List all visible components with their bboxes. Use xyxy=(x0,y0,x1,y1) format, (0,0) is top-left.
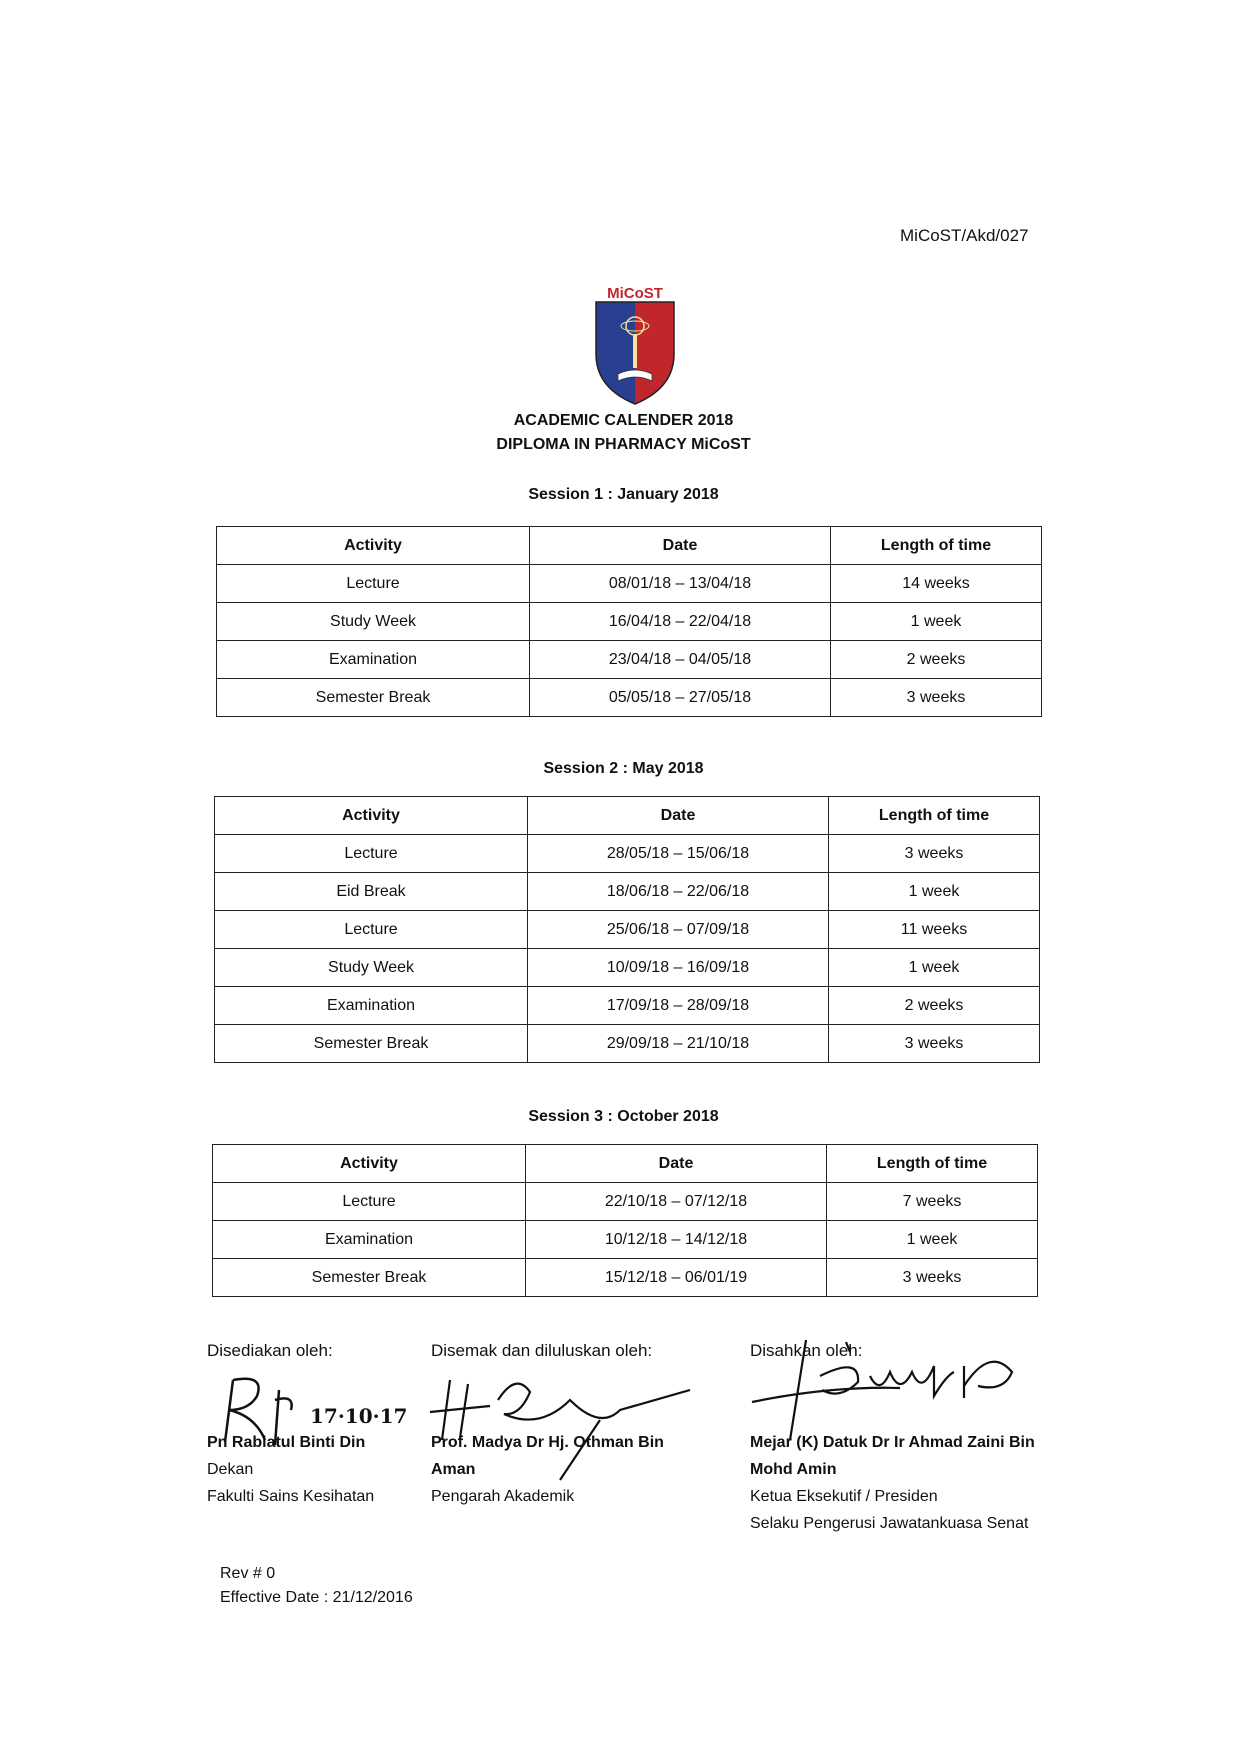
activity-cell: Semester Break xyxy=(215,1025,528,1063)
table-row xyxy=(213,1183,1038,1221)
date-cell: 25/06/18 – 07/09/18 xyxy=(528,911,829,949)
date-cell: 05/05/18 – 27/05/18 xyxy=(530,679,831,717)
date-cell: 23/04/18 – 04/05/18 xyxy=(530,641,831,679)
table-row xyxy=(217,679,1042,717)
signatory-name-cont: Aman xyxy=(431,1461,476,1478)
length-cell: 11 weeks xyxy=(829,911,1040,949)
session-2-title: Session 2 : May 2018 xyxy=(543,760,704,777)
date-cell: 15/12/18 – 06/01/19 xyxy=(526,1259,827,1297)
table-header-row xyxy=(217,527,1042,565)
signatory-name: Mejar (K) Datuk Dr Ir Ahmad Zaini Bin xyxy=(750,1434,1035,1451)
length-cell: 2 weeks xyxy=(829,987,1040,1025)
micost-logo xyxy=(590,284,680,408)
date-cell: 08/01/18 – 13/04/18 xyxy=(530,565,831,603)
date-cell: 10/09/18 – 16/09/18 xyxy=(528,949,829,987)
activity-cell: Examination xyxy=(213,1221,526,1259)
table-row xyxy=(213,1259,1038,1297)
signatory-role: Dekan xyxy=(207,1461,254,1478)
calendar-title: ACADEMIC CALENDER 2018 xyxy=(513,412,734,429)
activity-cell: Examination xyxy=(217,641,530,679)
signatory-name-cont: Mohd Amin xyxy=(750,1461,837,1478)
column-header-length: Length of time xyxy=(827,1145,1038,1183)
activity-cell: Examination xyxy=(215,987,528,1025)
activity-cell: Lecture xyxy=(213,1183,526,1221)
column-header-activity: Activity xyxy=(215,797,528,835)
date-cell: 29/09/18 – 21/10/18 xyxy=(528,1025,829,1063)
column-header-date: Date xyxy=(526,1145,827,1183)
signatory-label: Disahkan oleh: xyxy=(750,1341,863,1360)
activity-cell: Study Week xyxy=(217,603,530,641)
signatory-faculty: Fakulti Sains Kesihatan xyxy=(207,1488,375,1505)
length-cell: 3 weeks xyxy=(829,835,1040,873)
signatory-details-2 xyxy=(431,1429,664,1510)
date-cell: 28/05/18 – 15/06/18 xyxy=(528,835,829,873)
signatory-name: Pn Rabiatul Binti Din xyxy=(207,1434,366,1451)
activity-cell: Lecture xyxy=(215,911,528,949)
signatory-label: Disediakan oleh: xyxy=(207,1341,333,1360)
signatory-prepared-by xyxy=(207,1337,333,1364)
signatory-reviewed-by xyxy=(431,1337,652,1364)
table-row xyxy=(217,641,1042,679)
length-cell: 1 week xyxy=(827,1221,1038,1259)
effective-date: Effective Date : 21/12/2016 xyxy=(220,1589,413,1606)
table-row xyxy=(215,873,1040,911)
logo-wordmark: MiCoST xyxy=(607,285,663,302)
length-cell: 1 week xyxy=(829,949,1040,987)
document-reference: MiCoST/Akd/027 xyxy=(900,226,1029,245)
programme-title: DIPLOMA IN PHARMACY MiCoST xyxy=(496,436,751,453)
activity-cell: Eid Break xyxy=(215,873,528,911)
date-cell: 16/04/18 – 22/04/18 xyxy=(530,603,831,641)
table-header-row xyxy=(215,797,1040,835)
length-cell: 14 weeks xyxy=(831,565,1042,603)
table-row xyxy=(215,949,1040,987)
table-header-row xyxy=(213,1145,1038,1183)
signatory-details-1 xyxy=(207,1429,374,1510)
column-header-date: Date xyxy=(530,527,831,565)
length-cell: 2 weeks xyxy=(831,641,1042,679)
activity-cell: Semester Break xyxy=(217,679,530,717)
date-cell: 17/09/18 – 28/09/18 xyxy=(528,987,829,1025)
length-cell: 3 weeks xyxy=(827,1259,1038,1297)
activity-cell: Lecture xyxy=(217,565,530,603)
handwritten-date: 17·10·17 xyxy=(310,1404,408,1428)
date-cell: 22/10/18 – 07/12/18 xyxy=(526,1183,827,1221)
signatory-details-3 xyxy=(750,1429,1035,1537)
length-cell: 1 week xyxy=(831,603,1042,641)
signatory-role: Pengarah Akademik xyxy=(431,1488,575,1505)
activity-cell: Study Week xyxy=(215,949,528,987)
table-row xyxy=(213,1221,1038,1259)
signatory-committee: Selaku Pengerusi Jawatankuasa Senat xyxy=(750,1515,1029,1532)
session-1-table xyxy=(216,526,1042,717)
signatory-name: Prof. Madya Dr Hj. Othman Bin xyxy=(431,1434,664,1451)
column-header-activity: Activity xyxy=(217,527,530,565)
activity-cell: Lecture xyxy=(215,835,528,873)
table-row xyxy=(215,1025,1040,1063)
session-1-title: Session 1 : January 2018 xyxy=(528,486,719,503)
column-header-length: Length of time xyxy=(831,527,1042,565)
signatory-role: Ketua Eksekutif / Presiden xyxy=(750,1488,938,1505)
length-cell: 7 weeks xyxy=(827,1183,1038,1221)
signatory-label: Disemak dan diluluskan oleh: xyxy=(431,1341,653,1360)
column-header-length: Length of time xyxy=(829,797,1040,835)
table-row xyxy=(217,565,1042,603)
column-header-date: Date xyxy=(528,797,829,835)
date-cell: 18/06/18 – 22/06/18 xyxy=(528,873,829,911)
session-3-title: Session 3 : October 2018 xyxy=(528,1108,719,1125)
column-header-activity: Activity xyxy=(213,1145,526,1183)
table-row xyxy=(217,603,1042,641)
table-row xyxy=(215,987,1040,1025)
session-3-table xyxy=(212,1144,1038,1297)
length-cell: 3 weeks xyxy=(831,679,1042,717)
revision-footer xyxy=(220,1562,413,1610)
length-cell: 1 week xyxy=(829,873,1040,911)
length-cell: 3 weeks xyxy=(829,1025,1040,1063)
revision-number: Rev # 0 xyxy=(220,1565,276,1582)
session-2-table xyxy=(214,796,1040,1063)
table-row xyxy=(215,911,1040,949)
date-cell: 10/12/18 – 14/12/18 xyxy=(526,1221,827,1259)
table-row xyxy=(215,835,1040,873)
activity-cell: Semester Break xyxy=(213,1259,526,1297)
